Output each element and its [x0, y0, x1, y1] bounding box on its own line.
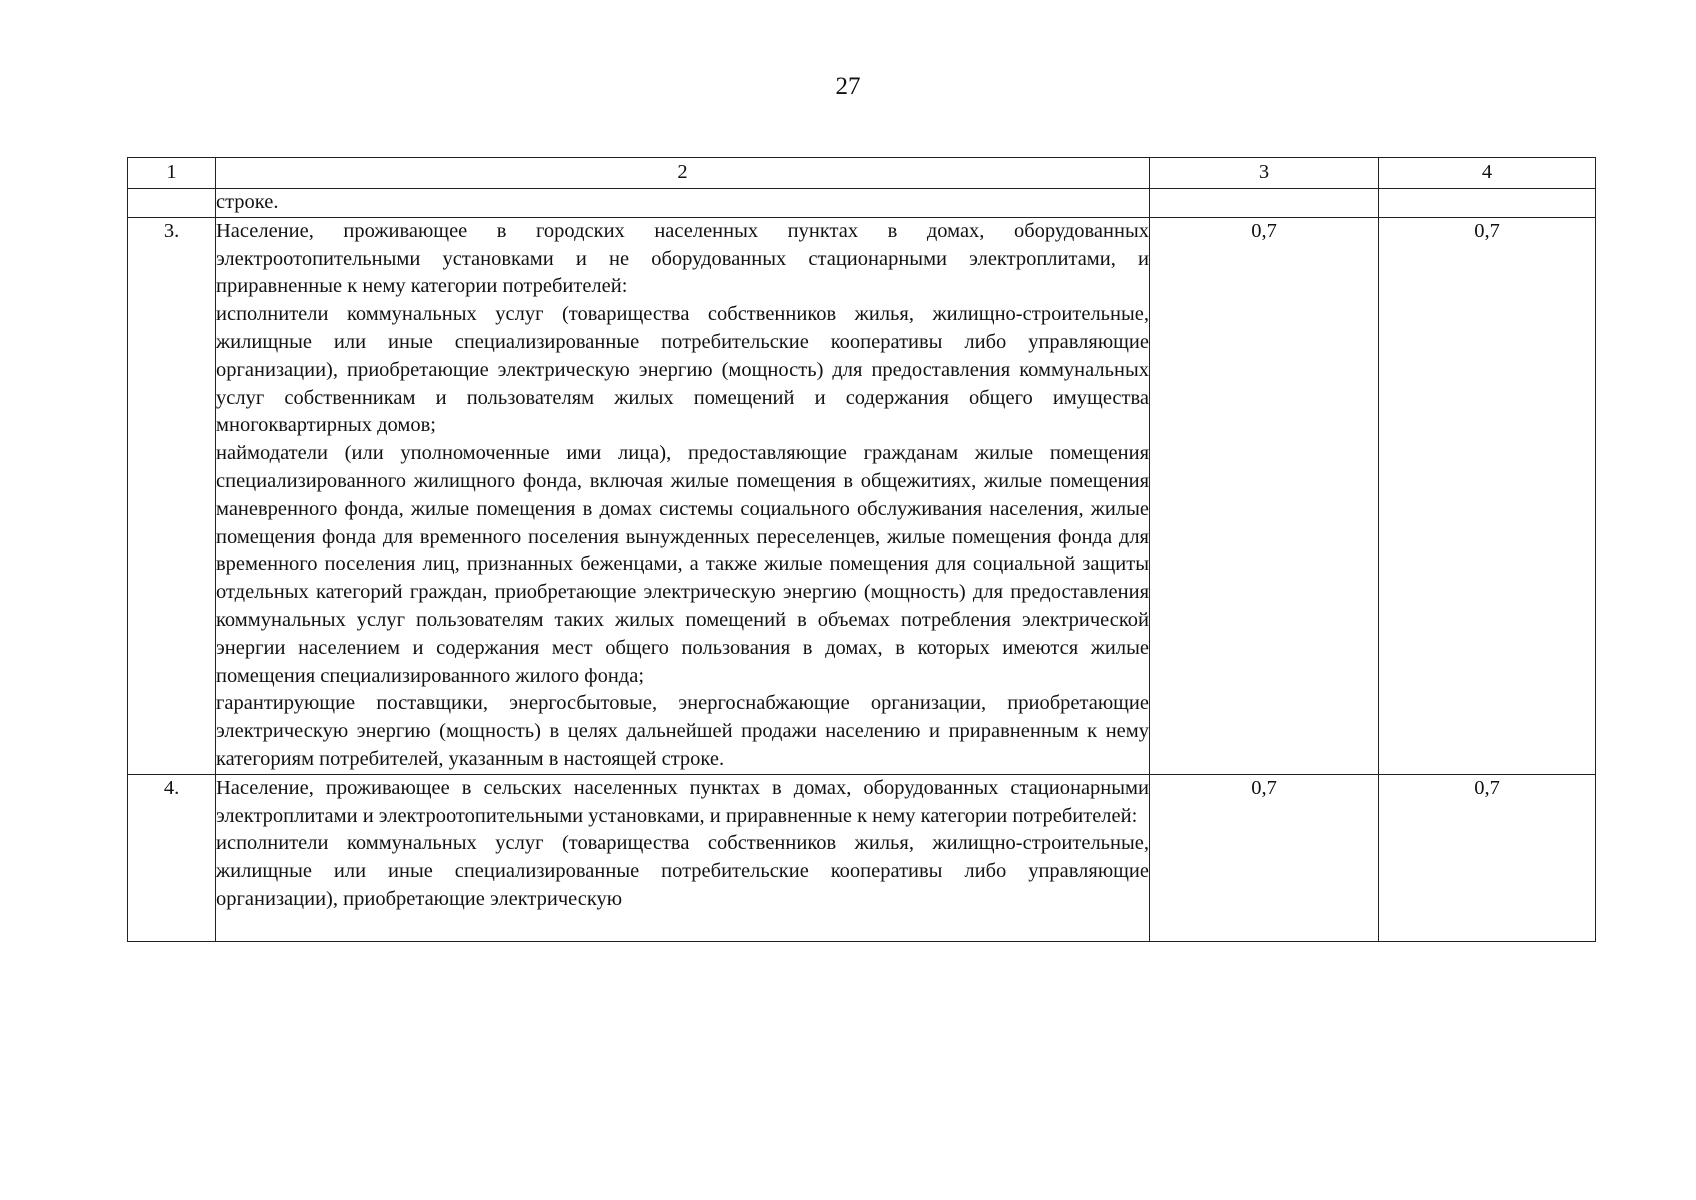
row-value-col4: 0,7 — [1379, 217, 1596, 774]
row-value-col3: 0,7 — [1150, 217, 1379, 774]
table-row — [128, 774, 1596, 941]
row-description-clip — [216, 775, 1149, 941]
row-description — [216, 774, 1150, 941]
row-paragraph: исполнители коммунальных услуг (товарищества собственников жилья, жилищно-строительные, жилищные или иные специализированные потребительские кооперативы либо управляющие организации), приобретающие электрическую — [216, 832, 1149, 910]
header-cell-1: 1 — [128, 158, 216, 189]
table-header-row — [128, 158, 1596, 189]
row-description — [216, 217, 1150, 774]
row-paragraph: Население, проживающее в городских населенных пунктах в домах, оборудованных электроотопительными установками и не оборудованных стационарными электроплитами, и приравненные к нему категории потребителей: — [216, 219, 1149, 298]
row-paragraph: Население, проживающее в сельских населенных пунктах в домах, оборудованных стационарными электроплитами и электроотопительными установками, и приравненные к нему категории потребителей: — [216, 776, 1149, 827]
header-cell-2: 2 — [216, 158, 1150, 189]
row-paragraph: наймодатели (или уполномоченные ими лица), предоставляющие гражданам жилые помещения специализированного жилищного фонда, включая жилые помещения в общежитиях, жилые помещения маневренного фонда, жилые помещения в домах системы социального обслуживания населения, жилые помещения фонда для временного поселения вынужденных переселенцев, жилые помещения фонда для временного поселения лиц, признанных беженцами, а также жилые помещения для социальной защиты отдельных категорий граждан, приобретающие электрическую энергию (мощность) для предоставления коммунальных услуг пользователям таких жилых помещений в объемах потребления электрической энергии населением и содержания мест общего пользования в домах, в которых имеются жилые помещения специализированного жилого фонда; — [216, 442, 1149, 687]
row-value-col4: 0,7 — [1379, 774, 1596, 941]
row-number: 4. — [128, 774, 216, 941]
table-row — [128, 217, 1596, 774]
continuation-number-cell — [128, 189, 216, 218]
continuation-col4-cell — [1379, 189, 1596, 218]
row-paragraph: исполнители коммунальных услуг (товарищества собственников жилья, жилищно-строительные, жилищные или иные специализированные потребительские кооперативы либо управляющие организации), приобретающие электрическую энергию (мощность) для предоставления коммунальных услуг собственникам и пользователям жилых помещений и содержания общего имущества многоквартирных домов; — [216, 303, 1149, 437]
continuation-text: строке. — [216, 189, 1150, 218]
header-cell-3: 3 — [1150, 158, 1379, 189]
row-paragraph: гарантирующие поставщики, энергосбытовые, энергоснабжающие организации, приобретающие электрическую энергию (мощность) в целях дальнейшей продажи населению и приравненным к нему категориям потребителей, указанным в настоящей строке. — [216, 692, 1149, 770]
table-row-continuation — [128, 189, 1596, 218]
row-number: 3. — [128, 217, 216, 774]
page-number: 27 — [835, 73, 861, 100]
continuation-col3-cell — [1150, 189, 1379, 218]
header-cell-4: 4 — [1379, 158, 1596, 189]
row-value-col3: 0,7 — [1150, 774, 1379, 941]
tariff-table — [127, 157, 1596, 942]
